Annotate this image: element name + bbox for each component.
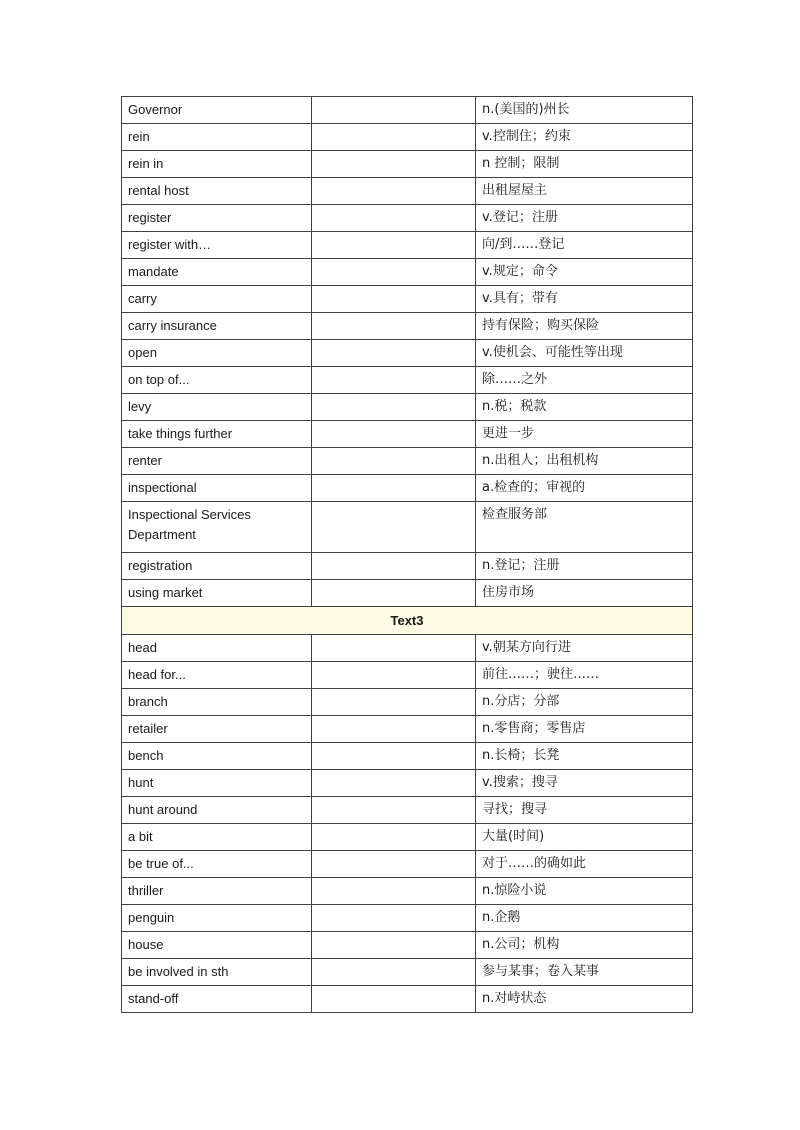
vocabulary-page (121, 96, 693, 1013)
chinese-definition: v.搜索；搜寻 (476, 770, 693, 797)
chinese-definition: v.规定；命令 (476, 259, 693, 286)
vocab-row (122, 635, 693, 662)
blank-cell (312, 662, 476, 689)
vocab-row (122, 770, 693, 797)
chinese-definition: 对于……的确如此 (476, 851, 693, 878)
vocab-row (122, 151, 693, 178)
english-term: hunt around (122, 797, 312, 824)
chinese-definition: n.对峙状态 (476, 986, 693, 1013)
blank-cell (312, 502, 476, 553)
english-term: take things further (122, 421, 312, 448)
vocab-row (122, 743, 693, 770)
vocab-row (122, 475, 693, 502)
chinese-definition: n.税；税款 (476, 394, 693, 421)
chinese-definition: n.登记；注册 (476, 553, 693, 580)
blank-cell (312, 878, 476, 905)
blank-cell (312, 743, 476, 770)
chinese-definition: 除……之外 (476, 367, 693, 394)
english-term: rental host (122, 178, 312, 205)
english-term: be involved in sth (122, 959, 312, 986)
blank-cell (312, 124, 476, 151)
vocab-row (122, 313, 693, 340)
chinese-definition: 参与某事；卷入某事 (476, 959, 693, 986)
chinese-definition: n.(美国的)州长 (476, 97, 693, 124)
english-term: house (122, 932, 312, 959)
english-term: penguin (122, 905, 312, 932)
vocab-row (122, 905, 693, 932)
chinese-definition: n.分店；分部 (476, 689, 693, 716)
blank-cell (312, 286, 476, 313)
blank-cell (312, 205, 476, 232)
vocab-row (122, 662, 693, 689)
blank-cell (312, 340, 476, 367)
vocab-row (122, 502, 693, 553)
english-term: registration (122, 553, 312, 580)
blank-cell (312, 797, 476, 824)
blank-cell (312, 986, 476, 1013)
section-header-row (122, 607, 693, 635)
chinese-definition: n.公司；机构 (476, 932, 693, 959)
vocab-row (122, 580, 693, 607)
chinese-definition: 前往……；驶往…… (476, 662, 693, 689)
blank-cell (312, 851, 476, 878)
blank-cell (312, 367, 476, 394)
chinese-definition: 大量(时间) (476, 824, 693, 851)
vocab-row (122, 367, 693, 394)
english-term: inspectional (122, 475, 312, 502)
vocab-row (122, 986, 693, 1013)
vocab-row (122, 448, 693, 475)
english-term: register (122, 205, 312, 232)
section-title: Text3 (122, 607, 693, 635)
chinese-definition: 寻找；搜寻 (476, 797, 693, 824)
blank-cell (312, 313, 476, 340)
vocab-row (122, 259, 693, 286)
english-term: carry (122, 286, 312, 313)
english-term: Governor (122, 97, 312, 124)
english-term: bench (122, 743, 312, 770)
english-term: be true of... (122, 851, 312, 878)
vocab-row (122, 851, 693, 878)
blank-cell (312, 475, 476, 502)
blank-cell (312, 770, 476, 797)
blank-cell (312, 259, 476, 286)
vocab-row (122, 421, 693, 448)
blank-cell (312, 580, 476, 607)
chinese-definition: a.检查的；审视的 (476, 475, 693, 502)
english-term: rein in (122, 151, 312, 178)
blank-cell (312, 232, 476, 259)
blank-cell (312, 553, 476, 580)
blank-cell (312, 448, 476, 475)
chinese-definition: 更进一步 (476, 421, 693, 448)
english-term: stand-off (122, 986, 312, 1013)
vocab-row (122, 178, 693, 205)
english-term: head (122, 635, 312, 662)
chinese-definition: v.使机会、可能性等出现 (476, 340, 693, 367)
chinese-definition: n.惊险小说 (476, 878, 693, 905)
chinese-definition: v.控制住；约束 (476, 124, 693, 151)
vocab-row (122, 97, 693, 124)
blank-cell (312, 394, 476, 421)
english-term: branch (122, 689, 312, 716)
chinese-definition: 检查服务部 (476, 502, 693, 553)
blank-cell (312, 635, 476, 662)
chinese-definition: 持有保险；购买保险 (476, 313, 693, 340)
blank-cell (312, 905, 476, 932)
vocab-row (122, 394, 693, 421)
blank-cell (312, 716, 476, 743)
blank-cell (312, 421, 476, 448)
english-term: a bit (122, 824, 312, 851)
vocab-row (122, 932, 693, 959)
vocab-row (122, 878, 693, 905)
english-term: Inspectional Services Department (122, 502, 312, 553)
english-term: on top of... (122, 367, 312, 394)
blank-cell (312, 151, 476, 178)
blank-cell (312, 97, 476, 124)
chinese-definition: n.零售商；零售店 (476, 716, 693, 743)
chinese-definition: n 控制；限制 (476, 151, 693, 178)
english-term: carry insurance (122, 313, 312, 340)
english-term: renter (122, 448, 312, 475)
english-term: hunt (122, 770, 312, 797)
blank-cell (312, 959, 476, 986)
blank-cell (312, 824, 476, 851)
chinese-definition: n.企鹅 (476, 905, 693, 932)
vocabulary-table-body (122, 97, 693, 1013)
chinese-definition: 出租屋屋主 (476, 178, 693, 205)
english-term: rein (122, 124, 312, 151)
vocab-row (122, 689, 693, 716)
vocab-row (122, 286, 693, 313)
blank-cell (312, 932, 476, 959)
chinese-definition: n.长椅；长凳 (476, 743, 693, 770)
vocab-row (122, 340, 693, 367)
english-term: thriller (122, 878, 312, 905)
chinese-definition: v.朝某方向行进 (476, 635, 693, 662)
vocab-row (122, 797, 693, 824)
english-term: open (122, 340, 312, 367)
vocab-row (122, 716, 693, 743)
chinese-definition: 向/到……登记 (476, 232, 693, 259)
blank-cell (312, 178, 476, 205)
vocabulary-table (121, 96, 693, 1013)
vocab-row (122, 553, 693, 580)
english-term: register with… (122, 232, 312, 259)
chinese-definition: 住房市场 (476, 580, 693, 607)
vocab-row (122, 124, 693, 151)
vocab-row (122, 824, 693, 851)
english-term: levy (122, 394, 312, 421)
vocab-row (122, 959, 693, 986)
english-term: head for... (122, 662, 312, 689)
chinese-definition: v.具有；带有 (476, 286, 693, 313)
english-term: using market (122, 580, 312, 607)
english-term: mandate (122, 259, 312, 286)
vocab-row (122, 232, 693, 259)
english-term: retailer (122, 716, 312, 743)
blank-cell (312, 689, 476, 716)
chinese-definition: n.出租人；出租机构 (476, 448, 693, 475)
chinese-definition: v.登记；注册 (476, 205, 693, 232)
vocab-row (122, 205, 693, 232)
